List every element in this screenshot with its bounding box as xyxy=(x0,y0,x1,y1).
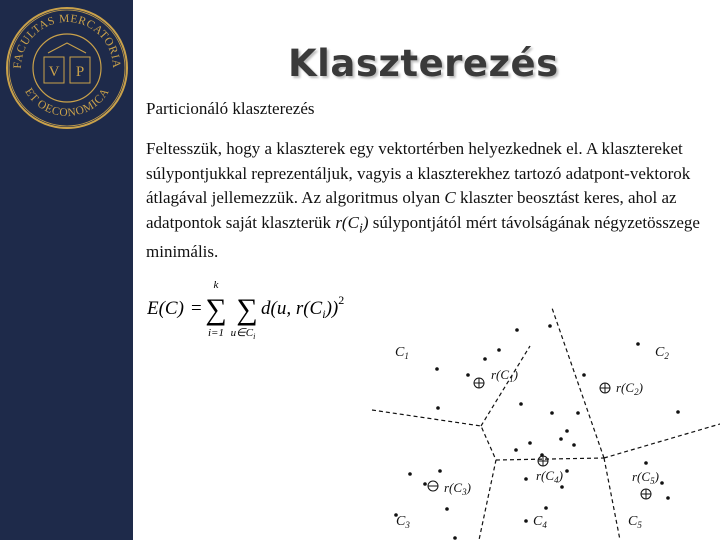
cluster-boundaries xyxy=(372,308,720,540)
paragraph-text-1: Feltesszük, hogy a klaszterek egy vektortérben helyezkednek el. A klasztereket súlypontjukkal reprezentáljuk, vagyis a klaszterekhez tartozó adatpont-vektorok átlagával jellemezzük. Az algoritmus olyan xyxy=(146,139,691,207)
label-c3: $C_3$ xyxy=(396,514,410,530)
paragraph-text-2: klaszter beosztást keres, ahol az adatpontok saját klaszterük xyxy=(146,188,677,232)
centroid-label-c5: $r(C_5)$ xyxy=(632,469,659,486)
centroid-label-c4: $r(C_4)$ xyxy=(536,468,563,485)
centroid-c5 xyxy=(641,489,651,499)
formula-sum2-sign: ∑ xyxy=(236,293,258,326)
svg-text:FACULTAS MERCATORIA: FACULTAS MERCATORIA xyxy=(11,12,123,69)
paragraph-text-3: súlypontjától mért távolságának négyzetösszege minimális. xyxy=(146,212,700,262)
paragraph-italic-c: C xyxy=(444,188,456,207)
label-c2: $C_2$ xyxy=(655,345,669,361)
centroid-c1 xyxy=(474,378,484,388)
cluster-labels xyxy=(395,345,669,530)
slide-subtitle: Particionáló klaszterezés xyxy=(146,99,315,118)
centroid-label-c3: $r(C_3)$ xyxy=(444,480,471,497)
formula-equals: = xyxy=(191,298,202,319)
formula-term: d(u, $r(C_i))^2$ xyxy=(261,293,345,321)
centroid-c2 xyxy=(600,383,610,393)
voronoi-cluster-diagram xyxy=(366,308,720,540)
formula-sum1-bottom: i=1 xyxy=(208,327,224,339)
svg-text:V: V xyxy=(48,64,60,80)
centroid-label-c2: $r(C_2)$ xyxy=(616,380,643,397)
svg-text:ET OECONOMICA: ET OECONOMICA xyxy=(22,86,112,120)
centroid-c4 xyxy=(538,456,548,466)
faculty-seal-logo xyxy=(4,5,130,131)
label-c5: $C_5$ xyxy=(628,514,642,530)
formula-sum1-top: k xyxy=(213,279,219,291)
centroid-c3 xyxy=(428,481,438,491)
svg-text:P: P xyxy=(75,64,85,80)
paragraph-italic-rci: $r(C_i)$ xyxy=(335,212,369,236)
objective-formula xyxy=(147,276,357,346)
centroid-labels xyxy=(444,367,659,497)
centroid-label-c1: $r(C_1)$ xyxy=(491,367,518,384)
body-paragraph xyxy=(146,137,712,265)
formula-sum1-sign: ∑ xyxy=(205,293,227,326)
formula-sum2-bottom: $u\in C_i$ xyxy=(230,327,256,341)
label-c4: $C_4$ xyxy=(533,514,547,530)
sidebar-band xyxy=(0,0,133,540)
slide-title: Klaszterezés xyxy=(288,42,559,85)
label-c1: $C_1$ xyxy=(395,345,409,361)
formula-lhs: E(C) xyxy=(147,298,184,319)
data-points xyxy=(394,324,680,540)
